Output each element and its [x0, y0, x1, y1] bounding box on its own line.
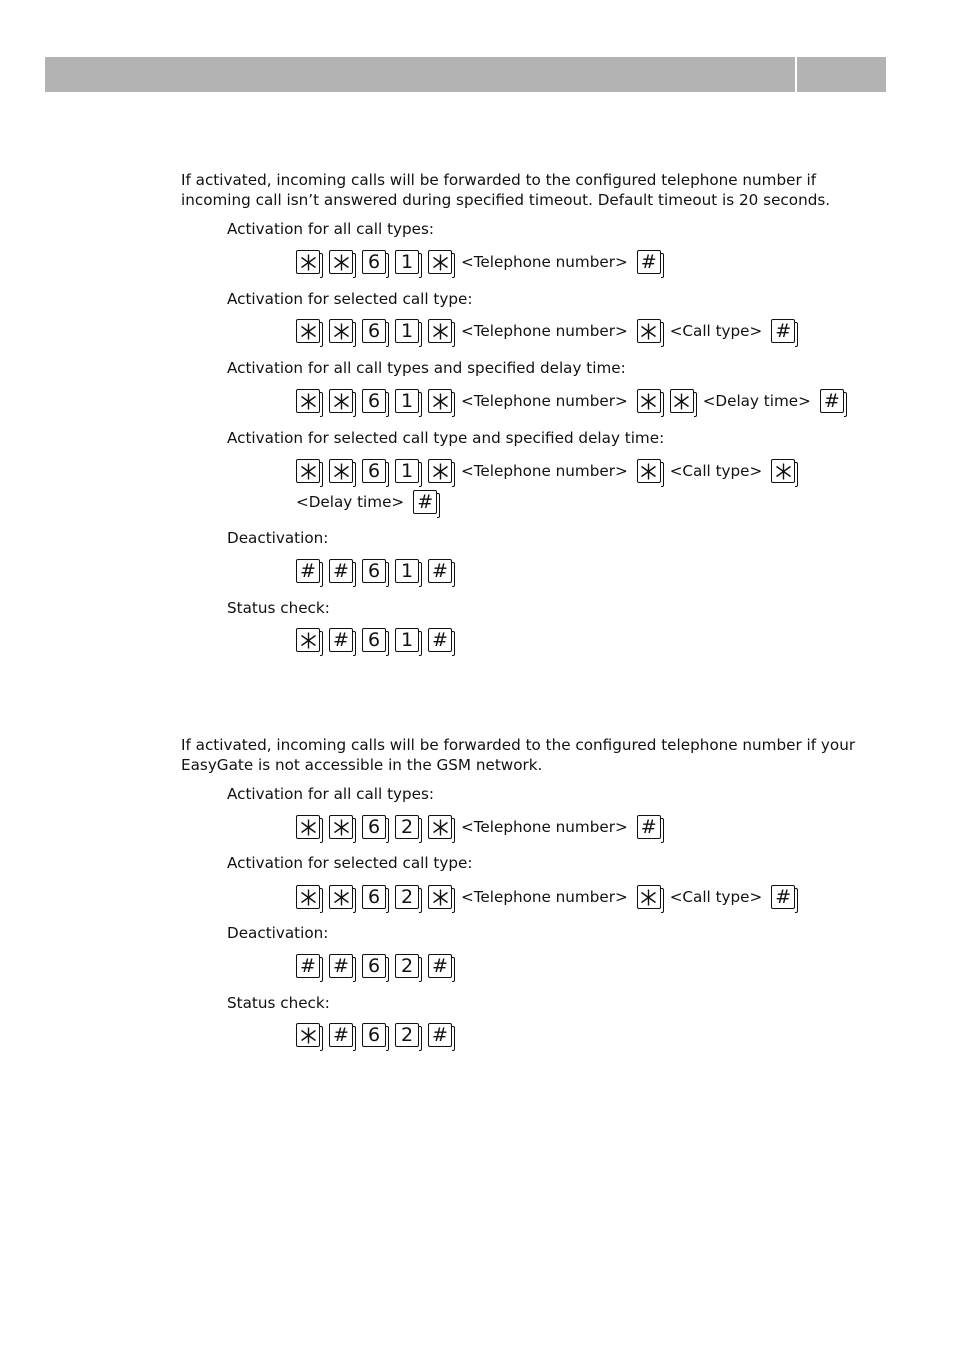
hash-key-icon: # — [820, 389, 844, 413]
hash-key-icon: # — [771, 885, 795, 909]
key-sequence — [296, 559, 461, 583]
digit-key-icon: 6 — [362, 954, 386, 978]
star-key-icon — [296, 319, 320, 343]
star-key-icon — [329, 319, 353, 343]
star-key-icon — [296, 389, 320, 413]
procedure-label: Status check: — [227, 994, 330, 1012]
sequence-placeholder: <Telephone number> — [461, 462, 628, 480]
sequence-placeholder: <Call type> — [669, 322, 763, 340]
sequence-placeholder: <Delay time> — [296, 493, 405, 511]
key-sequence — [296, 628, 461, 652]
hash-key-icon: # — [329, 1023, 353, 1047]
procedure-label: Activation for selected call type and specified delay time: — [227, 429, 665, 447]
procedure-label: Deactivation: — [227, 924, 329, 942]
digit-key-icon: 6 — [362, 319, 386, 343]
digit-key-icon: 6 — [362, 885, 386, 909]
header-bar — [45, 57, 795, 92]
sequence-placeholder: <Telephone number> — [461, 818, 628, 836]
star-key-icon — [329, 885, 353, 909]
digit-key-icon: 1 — [395, 559, 419, 583]
key-sequence — [296, 459, 804, 483]
star-key-icon — [296, 1023, 320, 1047]
star-key-icon — [637, 319, 661, 343]
star-key-icon — [428, 250, 452, 274]
hash-key-icon: # — [329, 954, 353, 978]
sequence-placeholder: <Telephone number> — [461, 392, 628, 410]
digit-key-icon: 6 — [362, 1023, 386, 1047]
digit-key-icon: 6 — [362, 815, 386, 839]
star-key-icon — [670, 389, 694, 413]
key-sequence — [296, 490, 446, 514]
hash-key-icon: # — [296, 954, 320, 978]
procedure-label: Activation for selected call type: — [227, 854, 473, 872]
procedure-label: Deactivation: — [227, 529, 329, 547]
star-key-icon — [329, 459, 353, 483]
star-key-icon — [329, 389, 353, 413]
hash-key-icon: # — [428, 559, 452, 583]
digit-key-icon: 2 — [395, 954, 419, 978]
sequence-placeholder: <Call type> — [669, 888, 763, 906]
procedure-label: Activation for all call types: — [227, 785, 435, 803]
digit-key-icon: 2 — [395, 815, 419, 839]
header-page-box — [797, 57, 886, 92]
sequence-placeholder: <Telephone number> — [461, 888, 628, 906]
star-key-icon — [637, 389, 661, 413]
hash-key-icon: # — [428, 1023, 452, 1047]
star-key-icon — [771, 459, 795, 483]
hash-key-icon: # — [771, 319, 795, 343]
procedure-label: Activation for all call types and specified delay time: — [227, 359, 626, 377]
digit-key-icon: 1 — [395, 389, 419, 413]
hash-key-icon: # — [637, 250, 661, 274]
digit-key-icon: 2 — [395, 1023, 419, 1047]
star-key-icon — [329, 250, 353, 274]
key-sequence — [296, 319, 804, 343]
key-sequence — [296, 954, 461, 978]
star-key-icon — [296, 815, 320, 839]
star-key-icon — [329, 815, 353, 839]
key-sequence — [296, 815, 670, 839]
hash-key-icon: # — [637, 815, 661, 839]
star-key-icon — [428, 459, 452, 483]
hash-key-icon: # — [329, 559, 353, 583]
star-key-icon — [296, 628, 320, 652]
hash-key-icon: # — [413, 490, 437, 514]
star-key-icon — [428, 319, 452, 343]
star-key-icon — [637, 885, 661, 909]
sequence-placeholder: <Delay time> — [702, 392, 811, 410]
procedure-label: Status check: — [227, 599, 330, 617]
procedure-label: Activation for all call types: — [227, 220, 435, 238]
hash-key-icon: # — [329, 628, 353, 652]
digit-key-icon: 1 — [395, 319, 419, 343]
key-sequence — [296, 250, 670, 274]
digit-key-icon: 1 — [395, 628, 419, 652]
key-sequence — [296, 1023, 461, 1047]
key-sequence — [296, 885, 804, 909]
star-key-icon — [296, 885, 320, 909]
digit-key-icon: 6 — [362, 459, 386, 483]
star-key-icon — [296, 250, 320, 274]
intro-paragraph: If activated, incoming calls will be forwarded to the configured telephone number if your EasyGate is not accessible in the GSM network. — [181, 736, 856, 774]
sequence-placeholder: <Telephone number> — [461, 322, 628, 340]
star-key-icon — [428, 815, 452, 839]
procedure-label: Activation for selected call type: — [227, 290, 473, 308]
hash-key-icon: # — [296, 559, 320, 583]
intro-paragraph: If activated, incoming calls will be forwarded to the configured telephone number if incoming call isn’t answered during specified timeout. Default timeout is 20 seconds. — [181, 171, 831, 209]
digit-key-icon: 1 — [395, 459, 419, 483]
digit-key-icon: 6 — [362, 389, 386, 413]
digit-key-icon: 2 — [395, 885, 419, 909]
digit-key-icon: 6 — [362, 628, 386, 652]
digit-key-icon: 6 — [362, 250, 386, 274]
sequence-placeholder: <Telephone number> — [461, 253, 628, 271]
star-key-icon — [296, 459, 320, 483]
hash-key-icon: # — [428, 628, 452, 652]
digit-key-icon: 6 — [362, 559, 386, 583]
star-key-icon — [428, 389, 452, 413]
sequence-placeholder: <Call type> — [669, 462, 763, 480]
star-key-icon — [428, 885, 452, 909]
hash-key-icon: # — [428, 954, 452, 978]
key-sequence — [296, 389, 853, 413]
star-key-icon — [637, 459, 661, 483]
digit-key-icon: 1 — [395, 250, 419, 274]
